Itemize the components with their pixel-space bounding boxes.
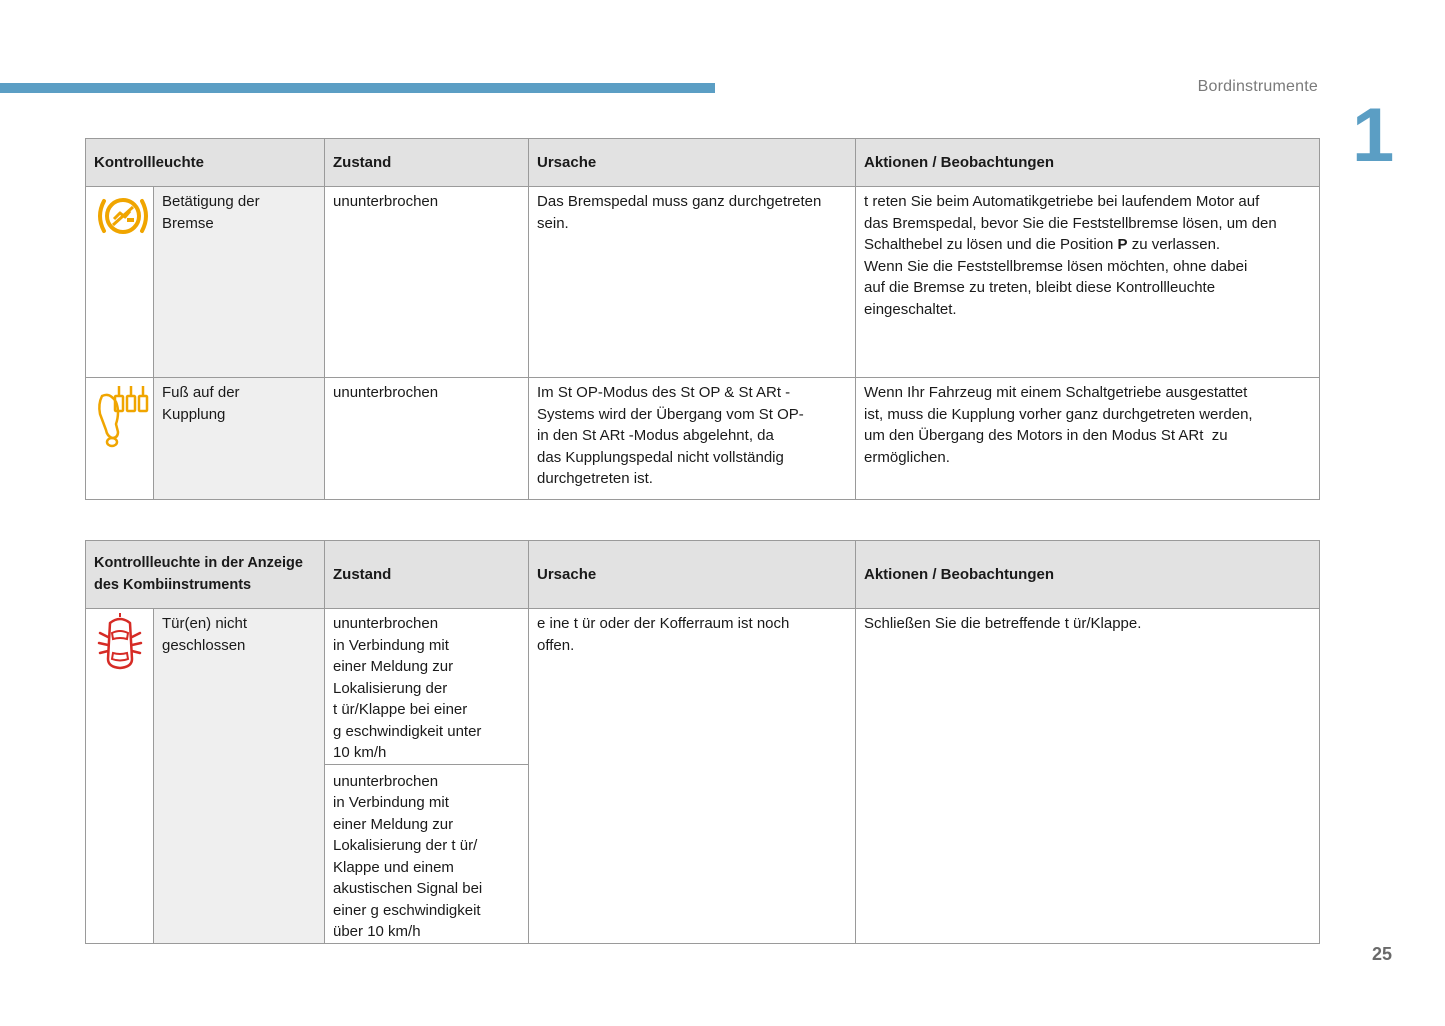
warning-name-cell (154, 378, 325, 500)
action-text: Schalthebel zu lösen und die Position (864, 236, 1118, 253)
icon-cell (86, 609, 154, 944)
state-line: ununterbrochen (333, 615, 439, 632)
header-state: Zustand (325, 139, 529, 187)
action-line: um den Übergang des Motors in den Modus St ARt zu (864, 427, 1228, 444)
warning-lights-table-2 (85, 540, 1320, 944)
action-line: ermöglichen. (864, 448, 950, 466)
table-header-row (86, 139, 1320, 187)
cause-cell (529, 378, 856, 500)
warning-name-line: Kupplung (162, 405, 226, 423)
section-title: Bordinstrumente (1197, 78, 1318, 95)
state-cell-2 (325, 764, 529, 943)
cause-cell (529, 187, 856, 378)
chapter-number: 1 (1352, 93, 1395, 178)
action-text: zu verlassen. (1127, 236, 1221, 253)
header-text-line: des Kombiinstruments (94, 576, 252, 593)
action-line: eingeschaltet. (864, 300, 957, 318)
page-number: 25 (1371, 944, 1392, 964)
header-text-line: Kontrollleuchte in der Anzeige (94, 555, 303, 571)
header-actions: Aktionen / Beobachtungen (856, 139, 1320, 187)
state-line: ununterbrochen (333, 772, 439, 790)
state-cell: ununterbrochen (325, 378, 529, 500)
state-line: 10 km/h (333, 744, 387, 761)
state-line: einer g eschwindigkeit (333, 901, 481, 919)
state-line: in Verbindung mit (333, 794, 449, 811)
state-line: Lokalisierung der (333, 679, 448, 697)
cause-line: in den St ARt -Modus abgelehnt, da (537, 427, 774, 444)
cause-line: das Kupplungspedal nicht vollständig (537, 448, 784, 466)
cause-line: Im St OP-Modus des St OP & St ARt - (537, 384, 791, 401)
table-row (86, 609, 1320, 765)
state-cell: ununterbrochen (325, 187, 529, 378)
brake-pedal-warning-icon (94, 191, 145, 241)
cause-line: offen. (537, 636, 575, 654)
header-warning-light: Kontrollleuchte (86, 139, 325, 187)
warning-name-cell (154, 187, 325, 378)
top-accent-bar (0, 83, 715, 93)
header-cause: Ursache (529, 139, 856, 187)
cause-cell (529, 609, 856, 944)
state-line: akustischen Signal bei (333, 880, 483, 897)
warning-name-line: Fuß auf der (162, 384, 240, 401)
cause-line: Systems wird der Übergang vom St OP- (537, 405, 804, 423)
cause-line: e ine t ür oder der Kofferraum ist noch (537, 615, 790, 632)
action-line: t reten Sie beim Automatikgetriebe bei laufendem Motor auf (864, 193, 1260, 210)
warning-name-line: Betätigung der (162, 193, 260, 210)
state-line: in Verbindung mit (333, 636, 449, 654)
action-line (864, 234, 1311, 256)
table-row (86, 187, 1320, 378)
header-cause: Ursache (529, 541, 856, 609)
warning-name-line: Bremse (162, 214, 214, 232)
cause-line: durchgetreten ist. (537, 470, 653, 487)
action-line: das Bremspedal, bevor Sie die Feststellbremse lösen, um den (864, 214, 1277, 232)
state-line: über 10 km/h (333, 923, 421, 940)
header-warning-light-display (86, 541, 325, 609)
warning-lights-table-1 (85, 138, 1320, 500)
warning-name-line: geschlossen (162, 636, 246, 654)
action-cell (856, 378, 1320, 500)
cause-line: sein. (537, 214, 569, 232)
warning-name-line: Tür(en) nicht (162, 615, 248, 632)
action-cell (856, 187, 1320, 378)
icon-cell (86, 378, 154, 500)
state-line: t ür/Klappe bei einer (333, 701, 468, 718)
position-p-label: P (1117, 236, 1128, 253)
cause-line: Das Bremspedal muss ganz durchgetreten (537, 193, 822, 210)
state-cell-1 (325, 609, 529, 765)
state-line: Klappe und einem (333, 858, 454, 876)
warning-name-cell (154, 609, 325, 944)
state-line: g eschwindigkeit unter (333, 722, 482, 740)
foot-on-clutch-icon (94, 382, 145, 448)
icon-cell (86, 187, 154, 378)
action-line: Wenn Sie die Feststellbremse lösen möchten, ohne dabei (864, 257, 1248, 275)
state-line: Lokalisierung der t ür/ (333, 837, 478, 854)
action-line: auf die Bremse zu treten, bleibt diese Kontrollleuchte (864, 279, 1216, 296)
door-open-car-icon (94, 613, 145, 673)
action-line: ist, muss die Kupplung vorher ganz durchgetreten werden, (864, 405, 1253, 423)
header-actions: Aktionen / Beobachtungen (856, 541, 1320, 609)
table-header-row (86, 541, 1320, 609)
header-state: Zustand (325, 541, 529, 609)
state-line: einer Meldung zur (333, 658, 454, 675)
action-cell: Schließen Sie die betreffende t ür/Klappe. (856, 609, 1320, 944)
state-line: einer Meldung zur (333, 815, 454, 833)
table-row (86, 378, 1320, 500)
action-line: Wenn Ihr Fahrzeug mit einem Schaltgetriebe ausgestattet (864, 384, 1248, 401)
